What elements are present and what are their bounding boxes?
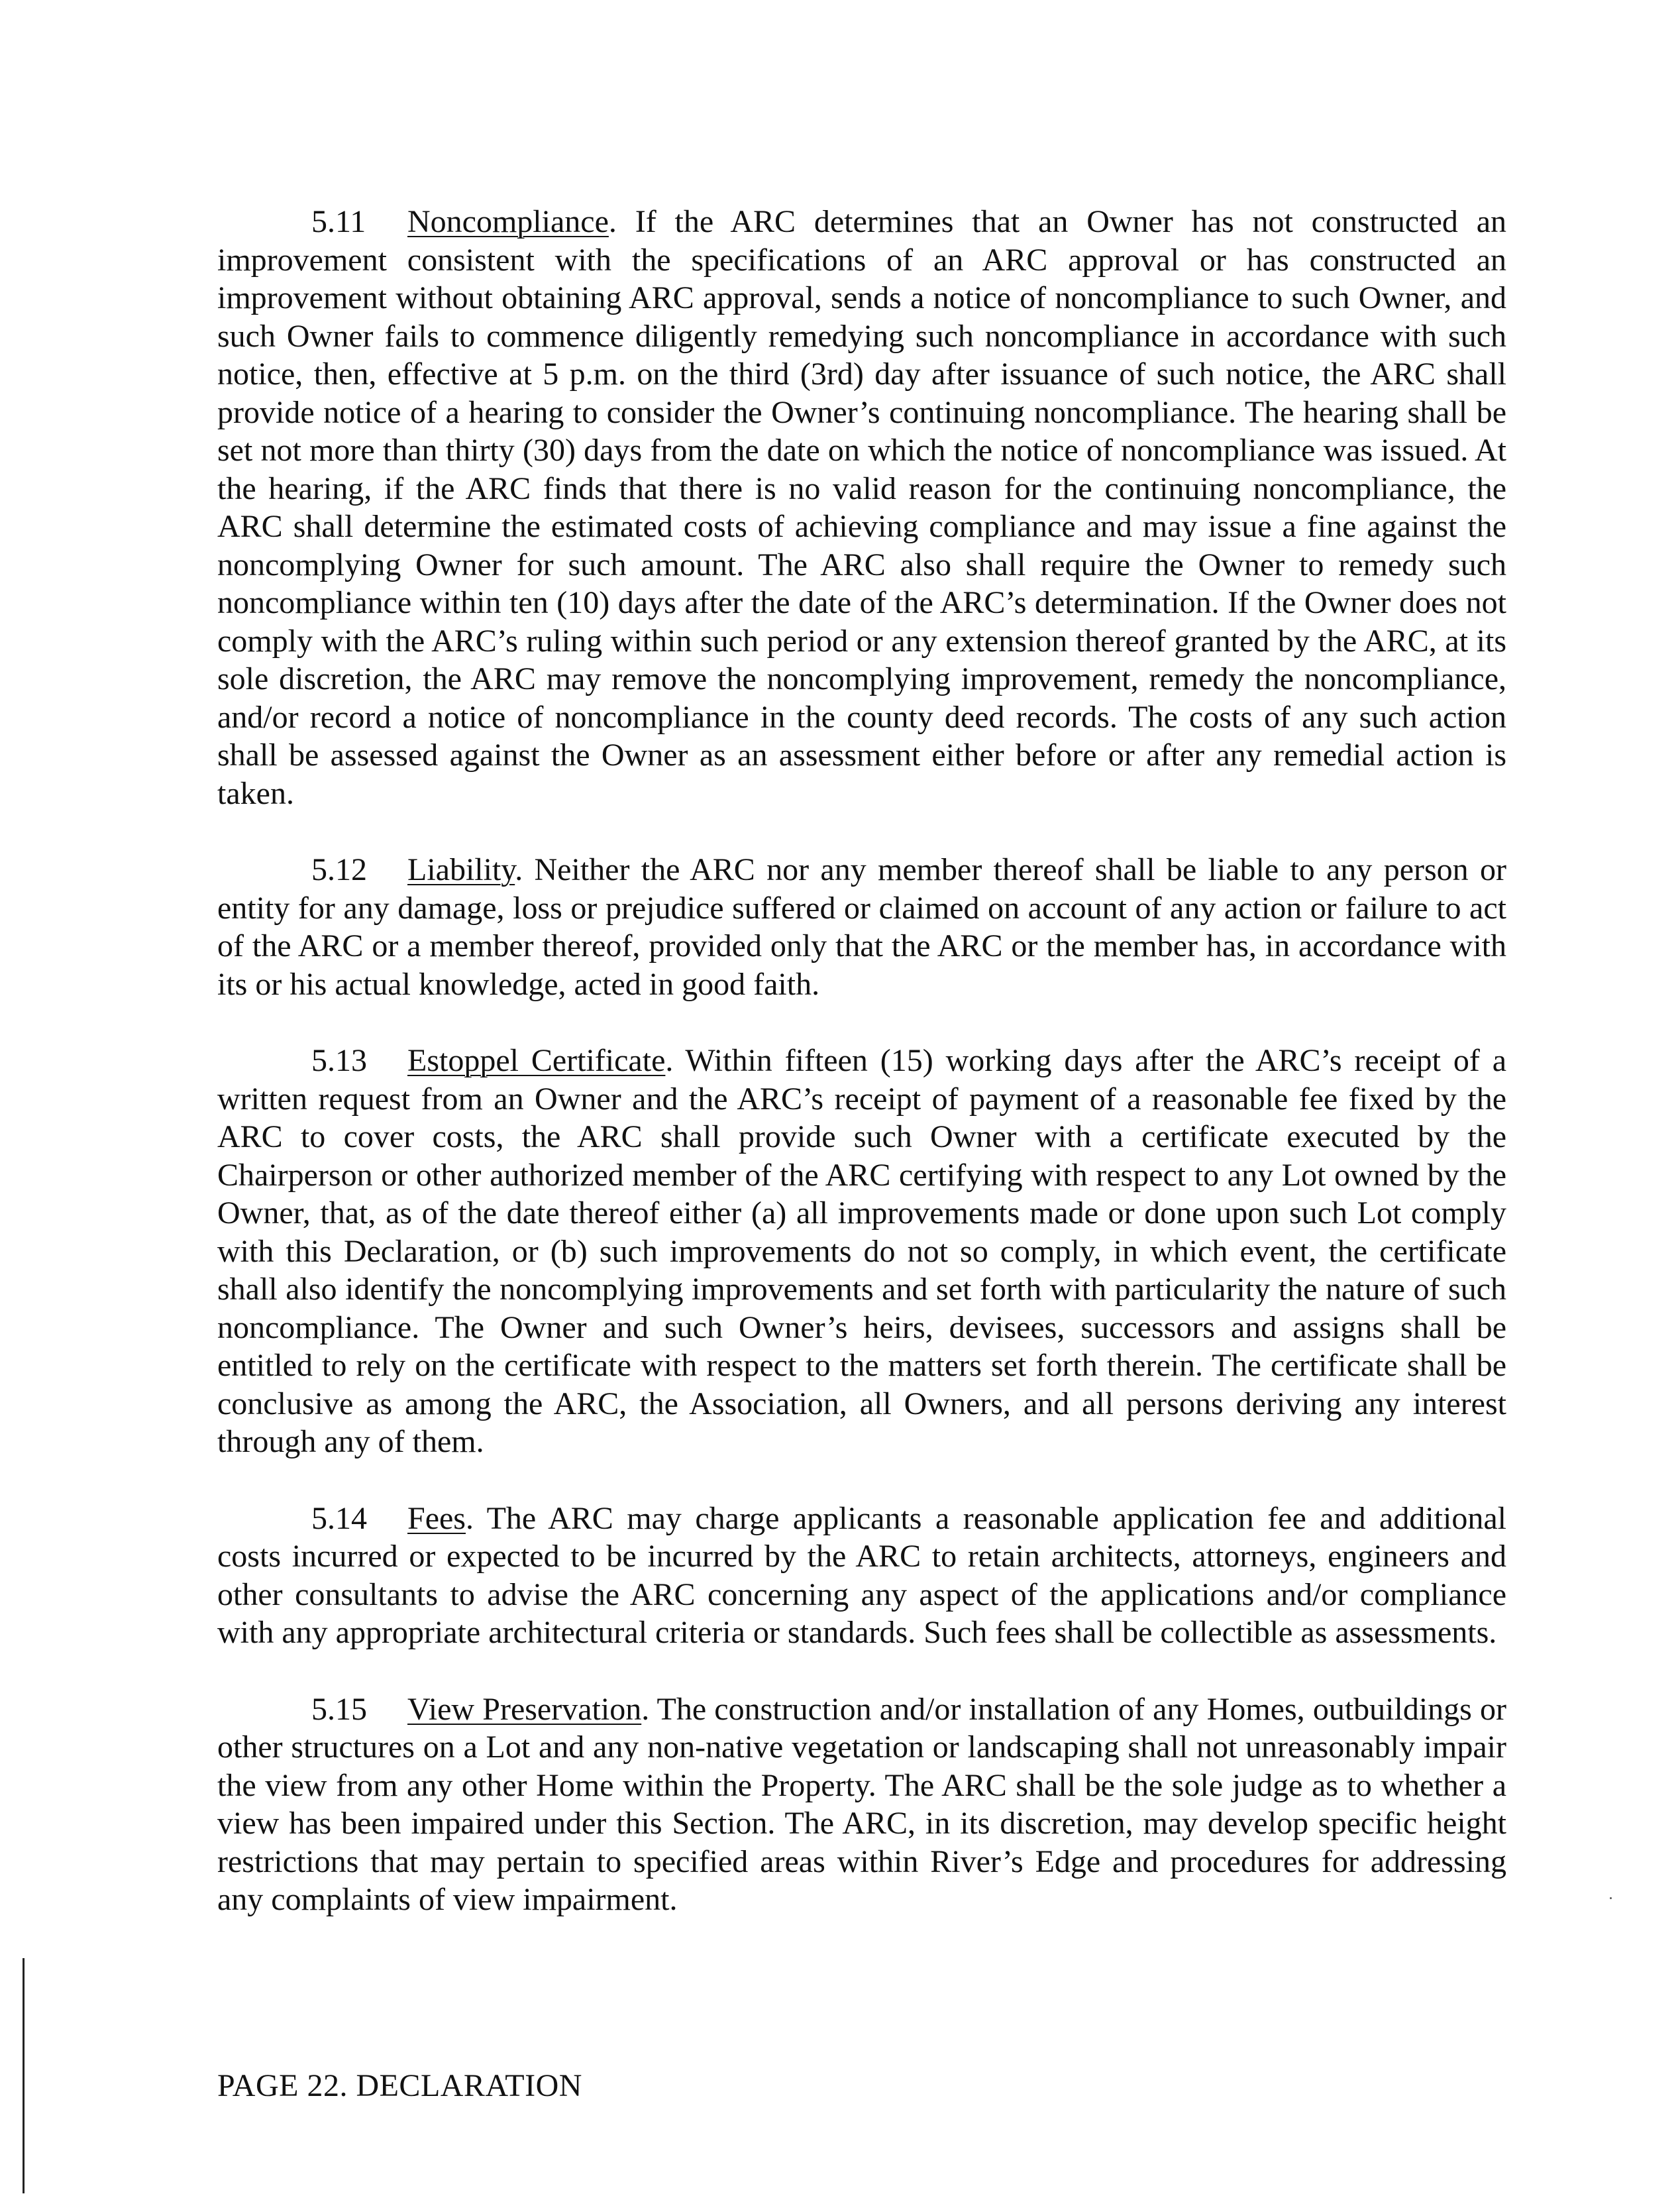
section-heading: Noncompliance [407,204,609,239]
section-5-15: 5.15 View Preservation. The construction and/or installation of any Homes, outbuildings or other structures on a Lot and any non-native vegetation or landscaping shall not unreasonably impair the view from any other Home within the Property. The ARC shall be the sole judge as to whether a view has been impaired under this Section. The ARC, in its discretion, may develop specific height restrictions that may pertain to specified areas within River’s Edge and procedures for addressing any complaints of view impairment. [217,1691,1506,1917]
section-body: If the ARC determines that an Owner has not constructed an improvement consistent with the specifications of an ARC approval or has constructed an improvement without obtaining ARC approval, sends a notice of noncompliance to such Owner, and such Owner fails to commence diligently remedying such noncompliance in accordance with such notice, then, effective at 5 p.m. on the third (3rd) day after issuance of such notice, the ARC shall provide notice of a hearing to consider the Owner’s continuing noncompliance. The hearing shall be set not more than thirty (30) days from the date on which the notice of noncompliance was issued. At the hearing, if the ARC finds that there is no valid reason for the continuing noncompliance, the ARC shall determine the estimated costs of achieving compliance and may issue a fine against the noncomplying Owner for such amount. The ARC also shall require the Owner to remedy such noncompliance within ten (10) days after the date of the ARC’s determination. If the Owner does not comply with the ARC’s ruling within such period or any extension thereof granted by the ARC, at its sole discretion, the ARC may remove the noncomplying improvement, remedy the noncompliance, and/or record a notice of noncompliance in the county deed records. The costs of any such action shall be assessed against the Owner as an assessment either before or after any remedial action is taken. [217,204,1507,811]
section-5-14: 5.14 Fees. The ARC may charge applicants a reasonable application fee and additional costs incurred or expected to be incurred by the ARC to retain architects, attorneys, engineers and other consultants to advise the ARC concerning any aspect of the applications and/or compliance with any appropriate architectural criteria or standards. Such fees shall be collectible as assessments. [217,1500,1507,1650]
section-heading: View Preservation [407,1691,642,1727]
section-body: Neither the ARC nor any member thereof shall be liable to any person or entity for any damage, loss or prejudice suffered or claimed on account of any action or failure to act of the ARC or a member thereof, provided only that the ARC or the member has, in accordance with its or his actual knowledge, acted in good faith. [217,852,1506,1002]
page-footer: PAGE 22. DECLARATION [217,2068,582,2103]
section-number: 5.14 [311,1500,367,1536]
section-5-11: 5.11 Noncompliance. If the ARC determines that an Owner has not constructed an improvement consistent with the specifications of an ARC approval or has constructed an improvement without obtaining ARC approval, sends a notice of noncompliance to such Owner, and such Owner fails to commence diligently remedying such noncompliance in accordance with such notice, then, effective at 5 p.m. on the third (3rd) day after issuance of such notice, the ARC shall provide notice of a hearing to consider the Owner’s continuing noncompliance. The hearing shall be set not more than thirty (30) days from the date on which the notice of noncompliance was issued. At the hearing, if the ARC finds that there is no valid reason for the continuing noncompliance, the ARC shall determine the estimated costs of achieving compliance and may issue a fine against the noncomplying Owner for such amount. The ARC also shall require the Owner to remedy such noncompliance within ten (10) days after the date of the ARC’s determination. If the Owner does not comply with the ARC’s ruling within such period or any extension thereof granted by the ARC, at its sole discretion, the ARC may remove the noncomplying improvement, remedy the noncompliance, and/or record a notice of noncompliance in the county deed records. The costs of any such action shall be assessed against the Owner as an assessment either before or after any remedial action is taken. [217,204,1507,811]
section-body: The construction and/or installation of any Homes, outbuildings or other structures on a Lot and any non-native vegetation or landscaping shall not unreasonably impair the view from any other Home within the Property. The ARC shall be the sole judge as to whether a view has been impaired under this Section. The ARC, in its discretion, may develop specific height restrictions that may pertain to specified areas within River’s Edge and procedures for addressing any complaints of view impairment. [217,1691,1506,1917]
section-number: 5.13 [311,1043,367,1078]
section-heading: Liability [407,852,515,887]
scan-speck [1610,1897,1612,1899]
section-number: 5.11 [311,204,366,239]
section-body: Within fifteen (15) working days after the ARC’s receipt of a written request from an Owner and the ARC’s receipt of payment of a reasonable fee fixed by the ARC to cover costs, the ARC shall provide such Owner with a certificate executed by the Chairperson or other authorized member of the ARC certifying with respect to any Lot owned by the Owner, that, as of the date thereof either (a) all improvements made or done upon such Lot comply with this Declaration, or (b) such improvements do not so comply, in which event, the certificate shall also identify the noncomplying improvements and set forth with particularity the nature of such noncompliance. The Owner and such Owner’s heirs, devisees, successors and assigns shall be entitled to rely on the certificate with respect to the matters set forth therein. The certificate shall be conclusive as among the ARC, the Association, all Owners, and all persons deriving any interest through any of them. [217,1043,1506,1459]
section-heading: Estoppel Certificate [407,1043,666,1078]
section-body: The ARC may charge applicants a reasonable application fee and additional costs incurred or expected to be incurred by the ARC to retain architects, attorneys, engineers and other consultants to advise the ARC concerning any aspect of the applications and/or compliance with any appropriate architectural criteria or standards. Such fees shall be collectible as assessments. [217,1500,1507,1650]
section-number: 5.12 [311,852,367,887]
section-5-12: 5.12 Liability. Neither the ARC nor any member thereof shall be liable to any person or entity for any damage, loss or prejudice suffered or claimed on account of any action or failure to act of the ARC or a member thereof, provided only that the ARC or the member has, in accordance with its or his actual knowledge, acted in good faith. [217,852,1506,1002]
section-number: 5.15 [311,1691,367,1727]
section-5-13: 5.13 Estoppel Certificate. Within fifteen (15) working days after the ARC’s receipt of a written request from an Owner and the ARC’s receipt of payment of a reasonable fee fixed by the ARC to cover costs, the ARC shall provide such Owner with a certificate executed by the Chairperson or other authorized member of the ARC certifying with respect to any Lot owned by the Owner, that, as of the date thereof either (a) all improvements made or done upon such Lot comply with this Declaration, or (b) such improvements do not so comply, in which event, the certificate shall also identify the noncomplying improvements and set forth with particularity the nature of such noncompliance. The Owner and such Owner’s heirs, devisees, successors and assigns shall be entitled to rely on the certificate with respect to the matters set forth therein. The certificate shall be conclusive as among the ARC, the Association, all Owners, and all persons deriving any interest through any of them. [217,1043,1506,1459]
section-heading: Fees [407,1500,466,1536]
document-body [217,203,1506,1957]
scan-margin-line [23,1958,25,2193]
